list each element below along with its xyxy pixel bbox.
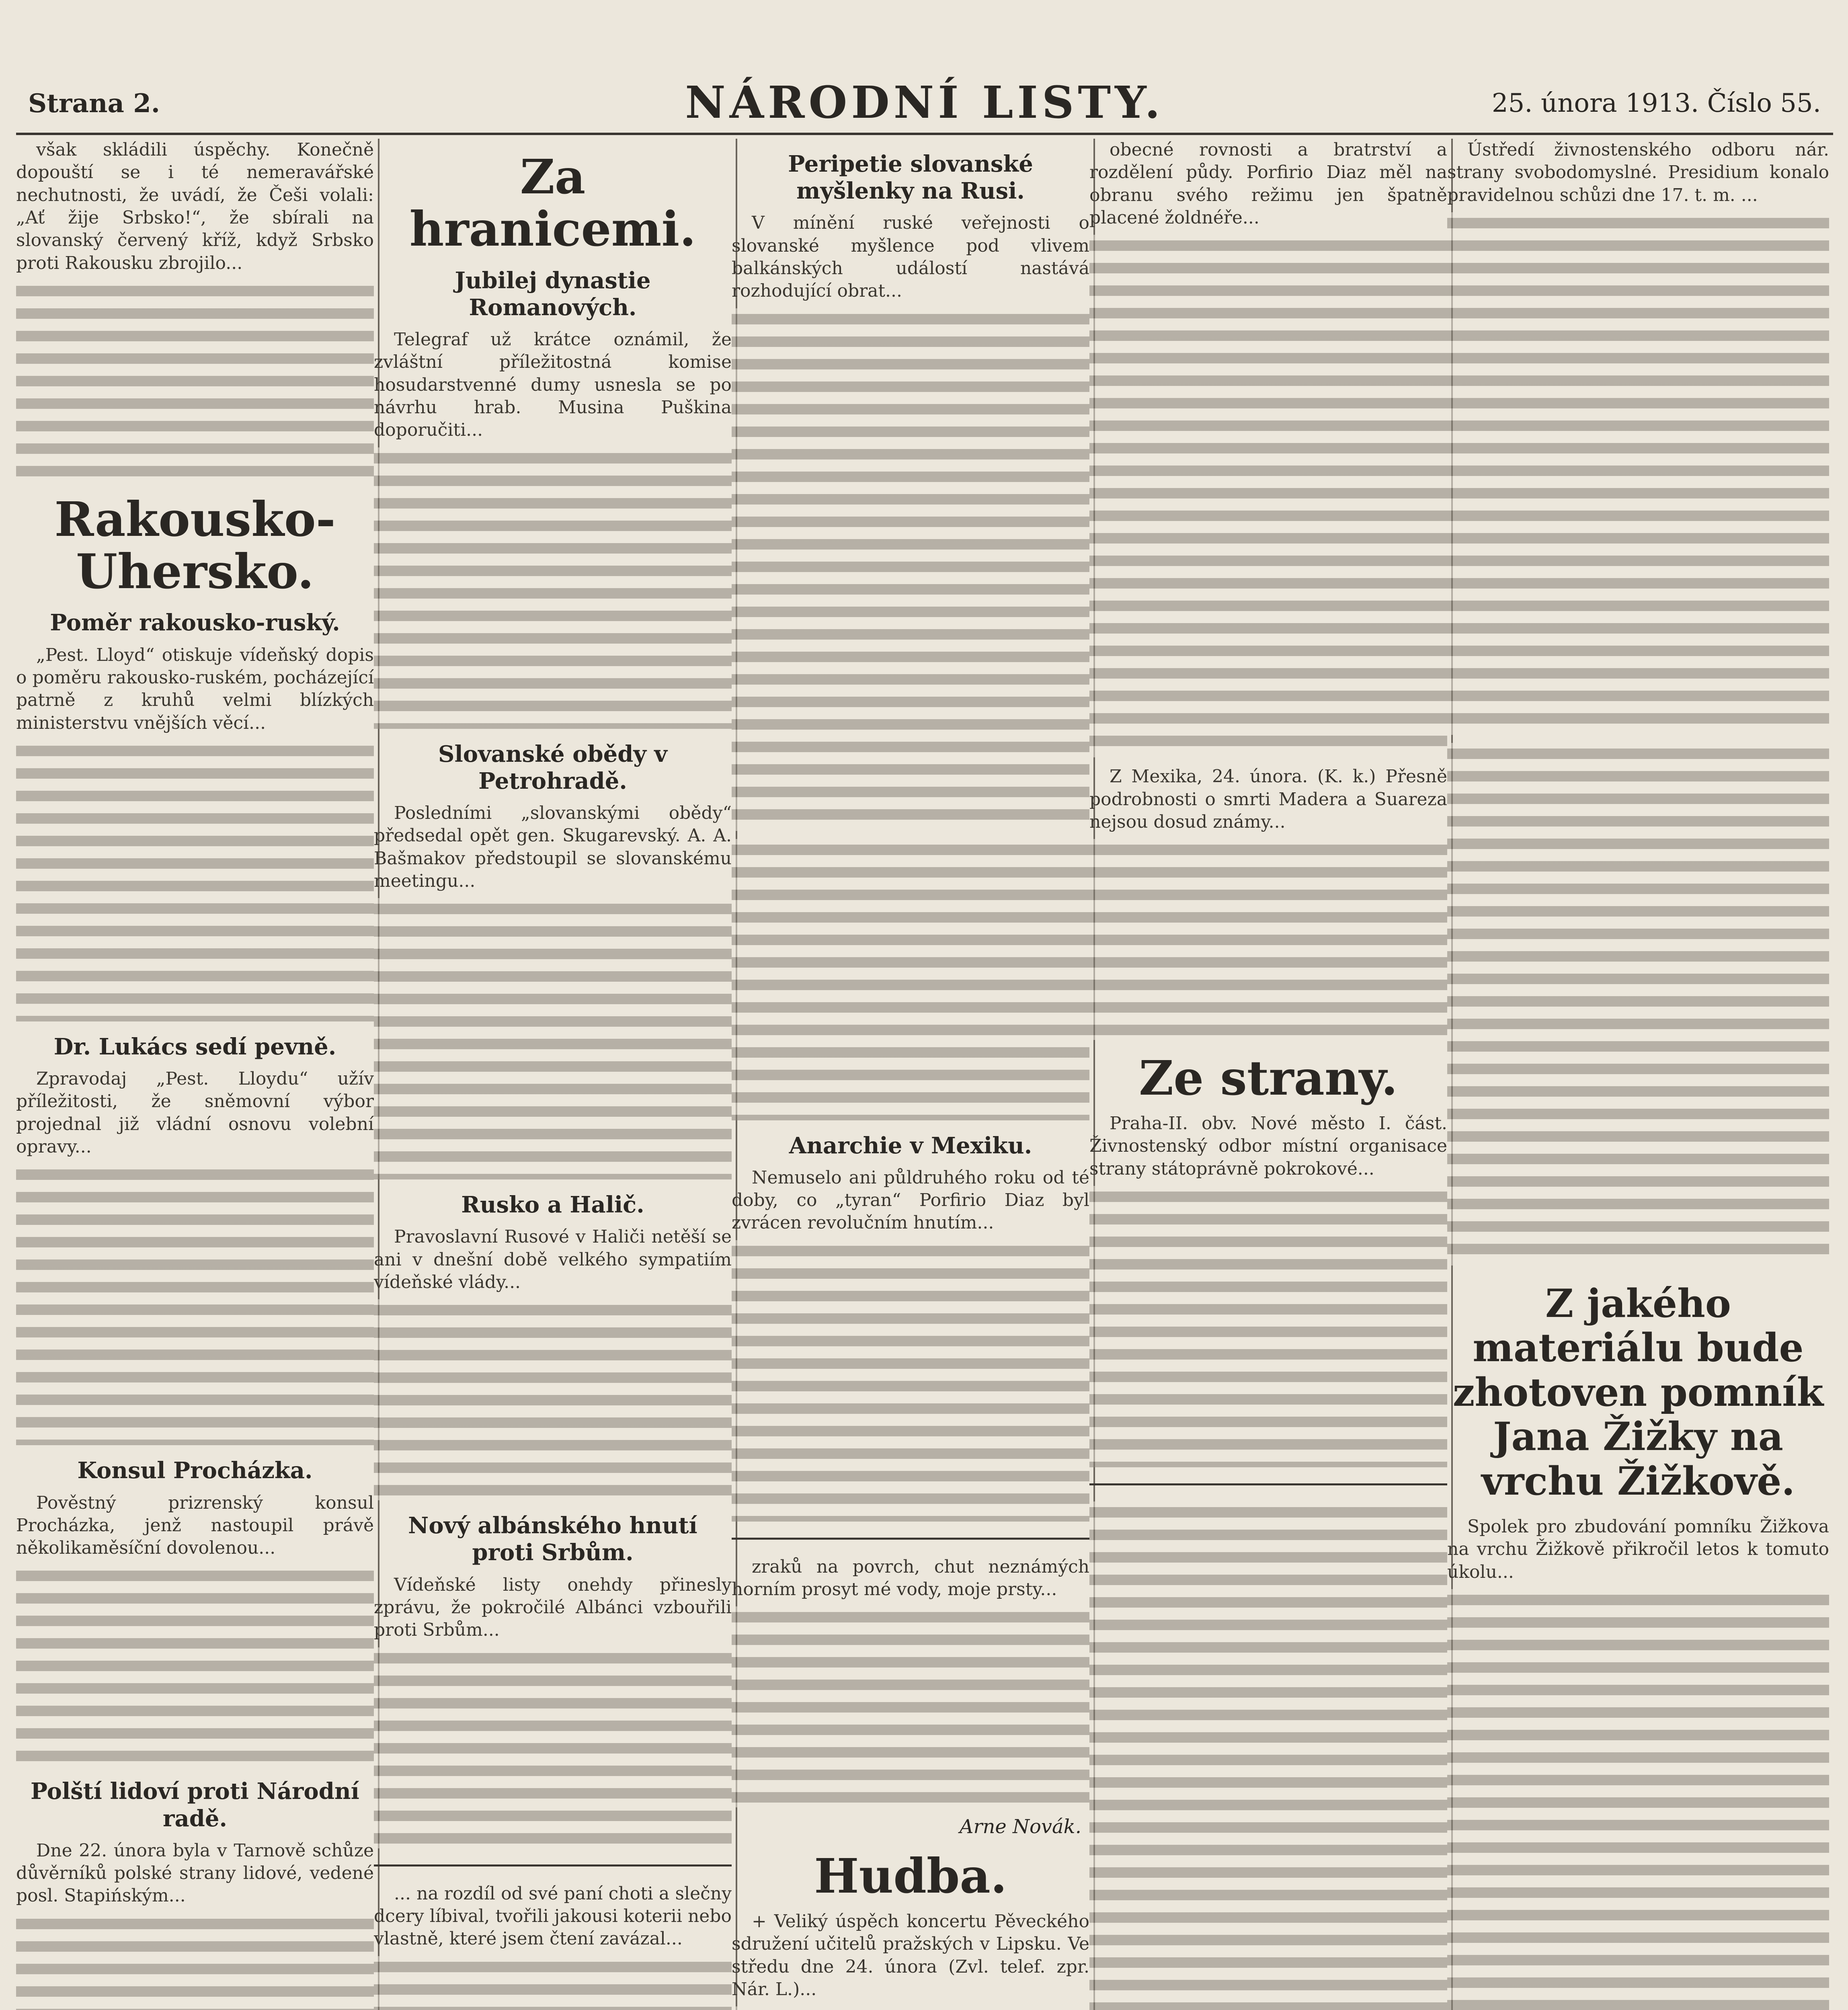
feuilleton-divider [732, 1538, 1089, 1540]
article-text: Vídeňské listy onehdy přinesly zprávu, že pokročilé Albánci vzbouřili proti Srbům... [374, 1574, 732, 1641]
article-text: Nemuselo ani půldruhého roku od té doby, co „tyran“ Porfirio Diaz byl zvrácen revolučním hnutím... [732, 1167, 1089, 1233]
feuilleton-text: ... na rozdíl od své paní choti a slečny dcery líbival, tvořili jakousi koterii nebo vlastně, které jsem čtení zavázal... [374, 1883, 732, 1949]
text-block [16, 1565, 374, 1766]
article-text: Pověstný prizrenský konsul Procházka, jenž nastoupil právě několikaměsíční dovolenou... [16, 1492, 374, 1559]
article-heading: Dr. Lukács sedí pevně. [53, 1033, 336, 1060]
article-text: Z Mexika, 24. února. (K. k.) Přesně podrobnosti o smrti Madera a Suareza nejsou dosud známy... [1089, 766, 1447, 832]
author-signature: Arne Novák. [959, 1815, 1081, 1838]
newspaper-title: NÁRODNÍ LISTY. [685, 76, 1164, 128]
column-5 [1447, 139, 1829, 2010]
text-block [374, 1647, 732, 1848]
page-number: Strana 2. [28, 88, 160, 119]
column-4 [1089, 139, 1447, 2010]
article-text: Praha-II. obv. Nové město I. část. Živnostenský odbor místní organisace strany státoprávně pokrokové... [1089, 1113, 1447, 1179]
article-heading: Polští lidoví proti Národní radě. [31, 1778, 359, 1832]
text-block [1089, 1186, 1447, 1467]
text-block [732, 2006, 1089, 2010]
text-block [374, 1956, 732, 2010]
text-block [16, 1164, 374, 1445]
article-heading: Peripetie slovanské myšlenky na Rusi. [788, 151, 1033, 205]
text-block [16, 1913, 374, 2010]
article-heading: Jubilej dynastie Romanových. [455, 267, 651, 321]
text-block [374, 447, 732, 729]
article-text: však skládili úspěchy. Konečně dopouští se i té nemeravářské nechutnosti, že uvádí, že Češi volali: „Ať žije Srbsko!“, že sbírali na slovanský červený kříž, když Srbsko proti Rakousku zbrojilo... [16, 139, 374, 273]
column-1 [16, 139, 374, 2010]
text-block [1089, 839, 1447, 1040]
article-text: V mínění ruské veřejnosti o slovanské myšlence pod vlivem balkánských událostí nastává rozhodující obrat... [732, 213, 1089, 302]
text-block [1447, 1589, 1829, 2010]
text-block [16, 280, 374, 481]
article-text: Telegraf už krátce oznámil, že zvláštní příležitostná komise hosudarstvenné dumy usnesla se po návrhu hrab. Musina Puškina doporučiti... [374, 329, 732, 441]
text-block [16, 740, 374, 1021]
text-block [732, 1606, 1089, 1807]
text-block [374, 1299, 732, 1500]
text-block [1447, 743, 1829, 1265]
article-heading: Anarchie v Mexiku. [789, 1132, 1032, 1159]
feuilleton-text: zraků na povrch, chut neznámých horním prosyt mé vody, moje prsty... [732, 1556, 1089, 1600]
article-text: Dne 22. února byla v Tarnově schůze důvěrníků polské strany lidové, vedené posl. Stapińským... [16, 1840, 374, 1906]
masthead [16, 72, 1833, 135]
section-title-rakousko-uhersko: Rakousko-Uhersko. [54, 491, 336, 599]
article-text: Posledními „slovanskými obědy“ předsedal opět gen. Skugarevský. A. A. Bašmakov předstoupil se slovanskému meetingu... [374, 802, 732, 891]
article-text: „Pest. Lloyd“ otiskuje vídeňský dopis o poměru rakousko-ruském, pocházející patrně z kruhů velmi blízkých ministerstvu vnějších věcí... [16, 644, 374, 733]
article-text: + Veliký úspěch koncertu Pěveckého sdružení učitelů pražských v Lipsku. Ve středu dne 24. února (Zvl. telef. zpr. Nár. L.)... [732, 1911, 1089, 2000]
article-text: obecné rovnosti a bratrství a rozdělení půdy. Porfirio Diaz měl na obranu svého režimu jen špatně placené žoldnéře... [1089, 139, 1447, 228]
feuilleton-divider [374, 1864, 732, 1866]
article-heading: Poměr rakousko-ruský. [50, 609, 340, 636]
section-title-za-hranicemi: Za hranicemi. [409, 149, 696, 257]
article-text: Pravoslavní Rusové v Haliči netěší se ani v dnešní době velkého sympatiím vídeňské vlády... [374, 1227, 732, 1292]
text-block [732, 839, 1089, 1120]
section-title-hudba: Hudba. [814, 1848, 1007, 1904]
article-title-zizka-monument: Z jakého materiálu bude zhotoven pomník Jana Žižky na vrchu Žižkově. [1452, 1280, 1824, 1504]
text-block [1089, 1501, 1447, 2010]
feuilleton-divider [1089, 1483, 1447, 1485]
article-heading: Nový albánského hnutí proti Srbům. [408, 1512, 697, 1566]
text-block [374, 898, 732, 1179]
article-text: Ústředí živnostenského odboru nár. strany svobodomyslné. Presidium konalo pravidelnou schůzi dne 17. t. m. ... [1447, 139, 1829, 205]
section-title-ze-strany: Ze strany. [1139, 1050, 1398, 1106]
text-block [1089, 235, 1447, 757]
text-block [732, 1240, 1089, 1522]
column-3 [732, 139, 1089, 2010]
column-2 [374, 139, 732, 2010]
text-block [1447, 212, 1829, 735]
issue-date: 25. února 1913. Číslo 55. [1491, 88, 1821, 118]
article-text: Spolek pro zbudování pomníku Žižkova na vrchu Žižkově přikročil letos k tomuto úkolu... [1447, 1516, 1829, 1582]
article-heading: Konsul Procházka. [77, 1457, 313, 1484]
article-text: Zpravodaj „Pest. Lloydu“ užív příležitosti, že sněmovní výbor projednal již vládní osnovu volební opravy... [16, 1069, 374, 1157]
article-heading: Rusko a Halič. [461, 1192, 644, 1218]
text-block [732, 308, 1089, 831]
article-heading: Slovanské obědy v Petrohradě. [438, 740, 667, 794]
